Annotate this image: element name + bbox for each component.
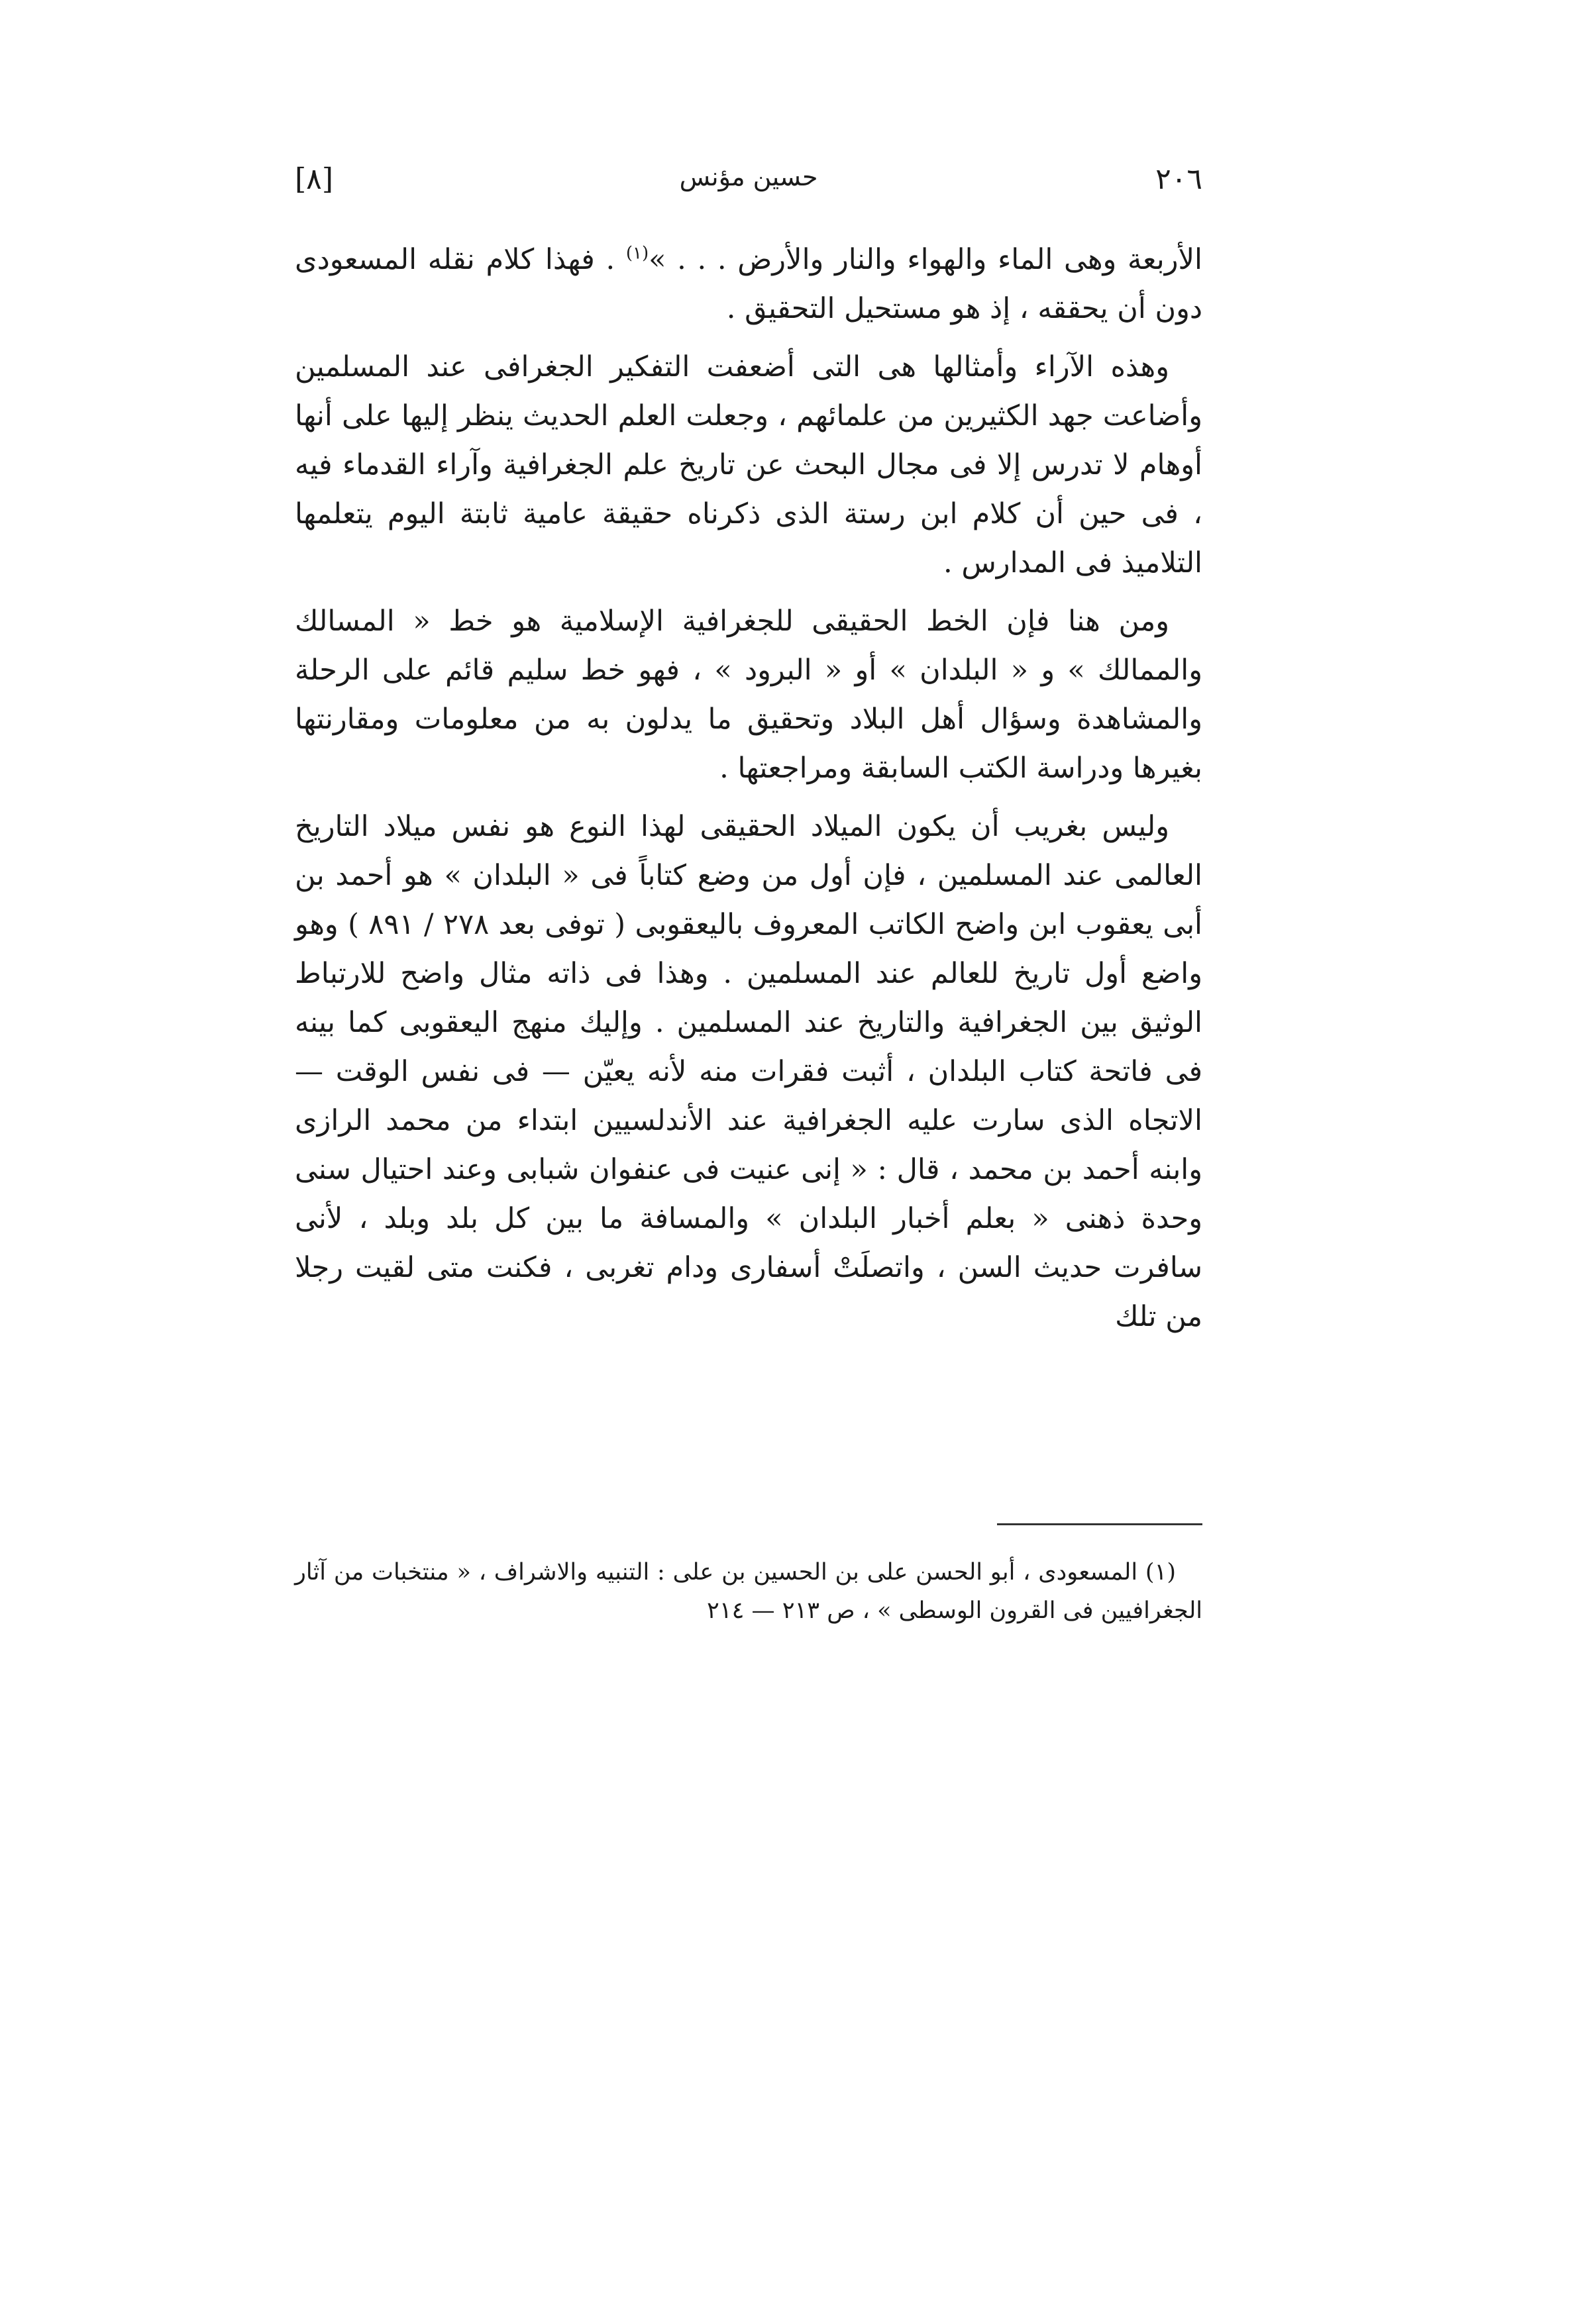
paragraph-text: . فهذا كلام نقله المسعودى دون أن يحققه ، إذ هو مستحيل التحقيق . — [295, 243, 1202, 325]
paragraph: وهذه الآراء وأمثالها هى التى أضعفت التفكير الجغرافى عند المسلمين وأضاعت جهد الكثيرين من علمائهم ، وجعلت العلم الحديث ينظر إليها على أنها أوهام لا تدرس إلا فى مجال البحث عن تاريخ علم الجغرافية وآراء القدماء فيه ، فى حين أن كلام ابن رستة الذى ذكرناه حقيقة عامية ثابتة اليوم يتعلمها التلاميذ فى المدارس . — [295, 350, 1202, 580]
footnote-marker: (١) — [625, 243, 649, 264]
paragraph-continuation — [295, 235, 1202, 333]
page-number: ٢٠٦ — [1155, 162, 1202, 196]
section-number: [٨] — [295, 162, 333, 196]
page-header — [295, 162, 1202, 209]
footnotes — [295, 1553, 1202, 1630]
paragraph: ومن هنا فإن الخط الحقيقى للجغرافية الإسلامية هو خط « المسالك والممالك » و « البلدان » أو « البرود » ، فهو خط سليم قائم على الرحلة والمشاهدة وسؤال أهل البلاد وتحقيق ما يدلون به من معلومات ومقارنتها بغيرها ودراسة الكتب السابقة ومراجعتها . — [295, 605, 1202, 785]
footnote: (١) المسعودى ، أبو الحسن على بن الحسين بن على : التنبيه والاشراف ، « منتخبات من آثار الجغرافيين فى القرون الوسطى » ، ص ٢١٣ — ٢١٤ — [295, 1559, 1202, 1624]
paragraph-text: الأربعة وهى الماء والهواء والنار والأرض . . . » — [649, 243, 1202, 276]
paragraph: وليس بغريب أن يكون الميلاد الحقيقى لهذا النوع هو نفس ميلاد التاريخ العالمى عند المسلمين ، فإن أول من وضع كتاباً فى « البلدان » هو أحمد بن أبى يعقوب ابن واضح الكاتب المعروف باليعقوبى ( توفى بعد ٢٧٨ / ٨٩١ ) وهو واضع أول تاريخ للعالم عند المسلمين . وهذا فى ذاته مثال واضح للارتباط الوثيق بين الجغرافية والتاريخ عند المسلمين . وإليك منهج اليعقوبى كما بينه فى فاتحة كتاب البلدان ، أثبت فقرات منه لأنه يعيّن — فى نفس الوقت — الاتجاه الذى سارت عليه الجغرافية عند الأندلسيين ابتداء من محمد الرازى وابنه أحمد بن محمد ، قال : « إنى عنيت فى عنفوان شبابى وعند احتيال سنى وحدة ذهنى « بعلم أخبار البلدان » والمسافة ما بين كل بلد وبلد ، لأنى سافرت حديث السن ، واتصلَتْ أسفارى ودام تغربى ، فكنت متى لقيت رجلا من تلك — [295, 810, 1202, 1333]
body-text — [295, 235, 1202, 1350]
footnote-divider — [997, 1523, 1202, 1525]
running-title: حسين مؤنس — [679, 162, 818, 191]
